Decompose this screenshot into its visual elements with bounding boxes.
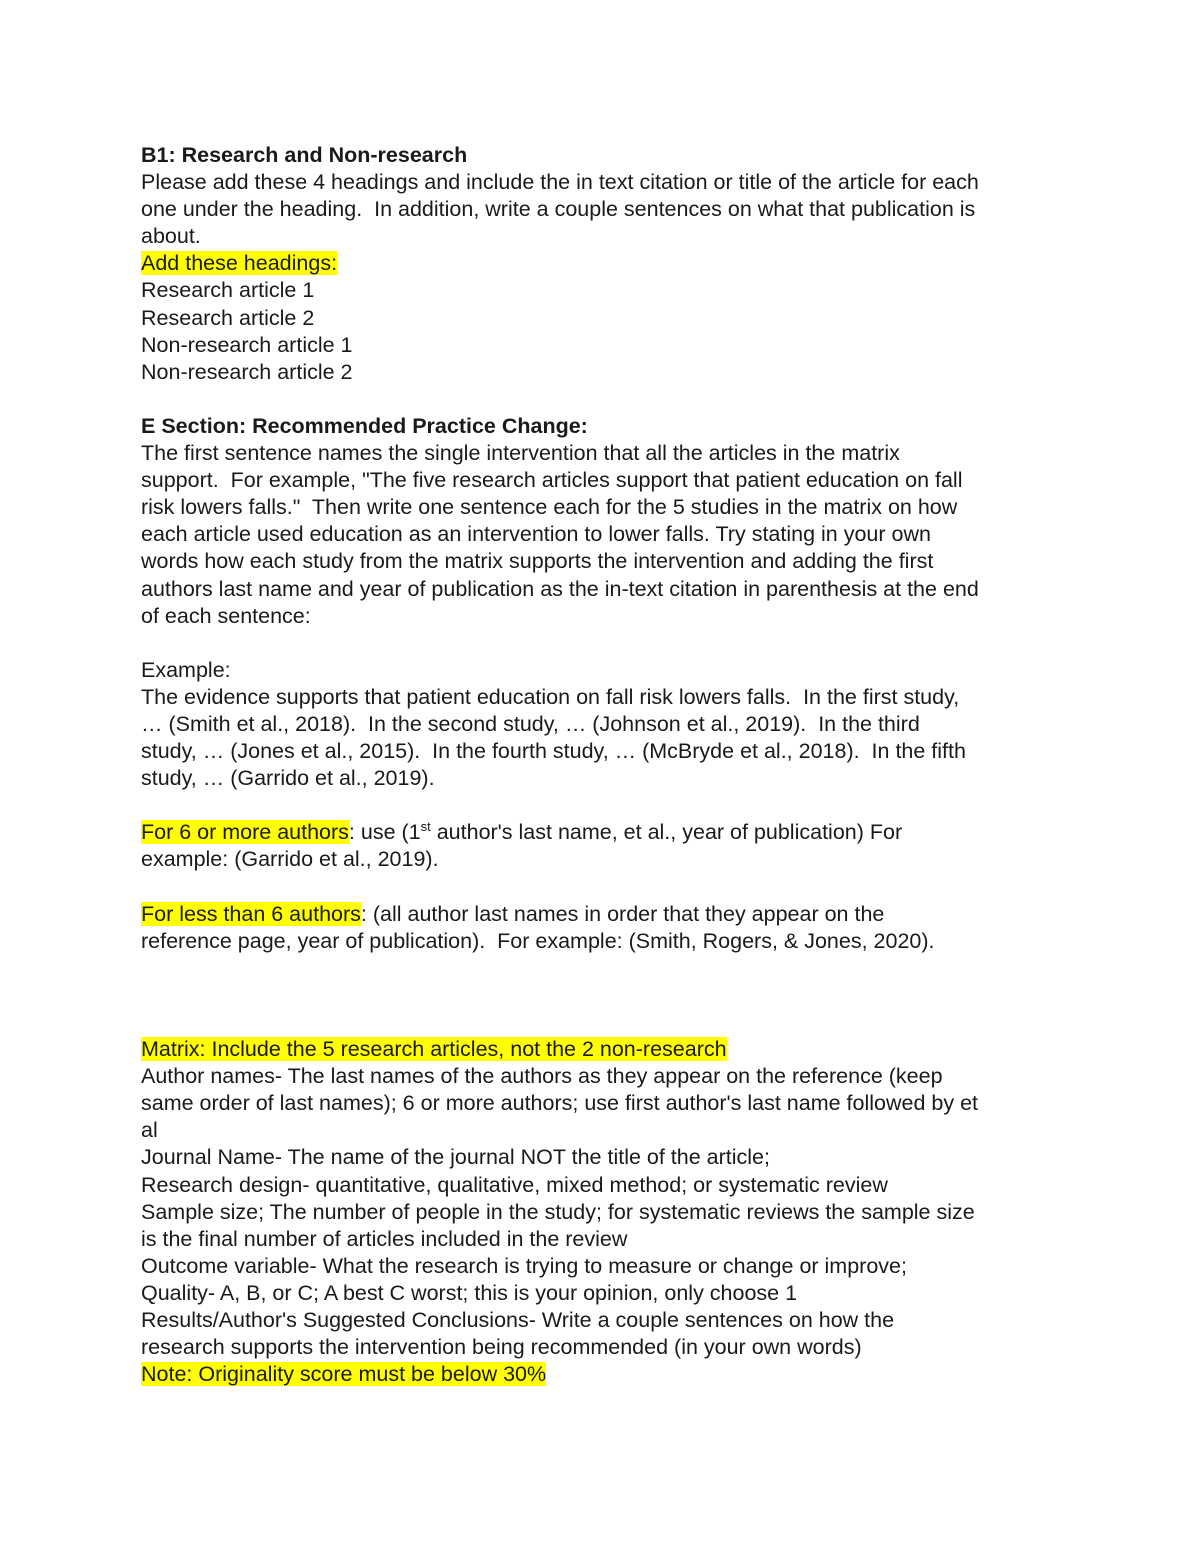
matrix-line: is the final number of articles included in the review xyxy=(141,1226,628,1251)
matrix-line: Quality- A, B, or C; A best C worst; this is your opinion, only choose 1 xyxy=(141,1280,798,1305)
heading-item: Non-research article 2 xyxy=(141,359,353,384)
matrix-title: Matrix: Include the 5 research articles, not the 2 non-research xyxy=(141,1037,727,1062)
matrix-line: Author names- The last names of the authors as they appear on the reference (keep xyxy=(141,1064,943,1089)
example-label: Example: xyxy=(141,657,231,682)
six-or-more-authors-rule: For 6 or more authors: use (1st author's last name, et al., year of publication) For xyxy=(141,819,903,845)
heading-item: Non-research article 1 xyxy=(141,332,353,357)
less-than-six-highlight: For less than 6 authors xyxy=(141,901,361,926)
matrix-line: Outcome variable- What the research is trying to measure or change or improve; xyxy=(141,1253,907,1278)
matrix-line: Journal Name- The name of the journal NOT the title of the article; xyxy=(141,1145,770,1170)
e-body-line: of each sentence: xyxy=(141,603,311,628)
matrix-line: research supports the intervention being recommended (in your own words) xyxy=(141,1335,862,1360)
b1-intro-line: about. xyxy=(141,224,201,249)
matrix-line: Research design- quantitative, qualitative, mixed method; or systematic review xyxy=(141,1172,888,1197)
b1-intro-line: Please add these 4 headings and include the in text citation or title of the article for each xyxy=(141,170,979,195)
e-body-line: authors last name and year of publication as the in-text citation in parenthesis at the end xyxy=(141,576,979,601)
example-line: … (Smith et al., 2018). In the second study, … (Johnson et al., 2019). In the third xyxy=(141,711,920,736)
e-section-heading: E Section: Recommended Practice Change: xyxy=(141,413,588,438)
add-headings-highlight: Add these headings: xyxy=(141,251,338,276)
originality-note: Note: Originality score must be below 30% xyxy=(141,1362,547,1387)
matrix-line: Results/Author's Suggested Conclusions- Write a couple sentences on how the xyxy=(141,1308,895,1333)
heading-item: Research article 2 xyxy=(141,305,315,330)
e-body-line: words how each study from the matrix supports the intervention and adding the first xyxy=(141,549,934,574)
e-body-line: each article used education as an intervention to lower falls. Try stating in your own xyxy=(141,522,931,547)
example-line: study, … (Jones et al., 2015). In the fourth study, … (McBryde et al., 2018). In the fifth xyxy=(141,739,966,764)
matrix-line: al xyxy=(141,1118,158,1143)
less-than-six-example: reference page, year of publication). For example: (Smith, Rogers, & Jones, 2020). xyxy=(141,928,935,953)
e-body-line: support. For example, "The five research articles support that patient education on fall xyxy=(141,468,963,493)
e-body-line: risk lowers falls." Then write one sentence each for the 5 studies in the matrix on how xyxy=(141,495,958,520)
six-or-more-highlight: For 6 or more authors xyxy=(141,820,349,845)
b1-heading: B1: Research and Non-research xyxy=(141,143,468,167)
example-line: study, … (Garrido et al., 2019). xyxy=(141,766,435,791)
matrix-line: same order of last names); 6 or more authors; use first author's last name followed by et xyxy=(141,1091,979,1116)
b1-intro-line: one under the heading. In addition, write a couple sentences on what that publication is xyxy=(141,197,976,222)
less-than-six-authors-rule: For less than 6 authors: (all author last names in order that they appear on the xyxy=(141,901,885,926)
e-body-line: The first sentence names the single intervention that all the articles in the matrix xyxy=(141,441,900,466)
example-line: The evidence supports that patient education on fall risk lowers falls. In the first study, xyxy=(141,684,960,709)
heading-item: Research article 1 xyxy=(141,278,315,303)
matrix-line: Sample size; The number of people in the study; for systematic reviews the sample size xyxy=(141,1199,975,1224)
six-or-more-example: example: (Garrido et al., 2019). xyxy=(141,847,439,872)
